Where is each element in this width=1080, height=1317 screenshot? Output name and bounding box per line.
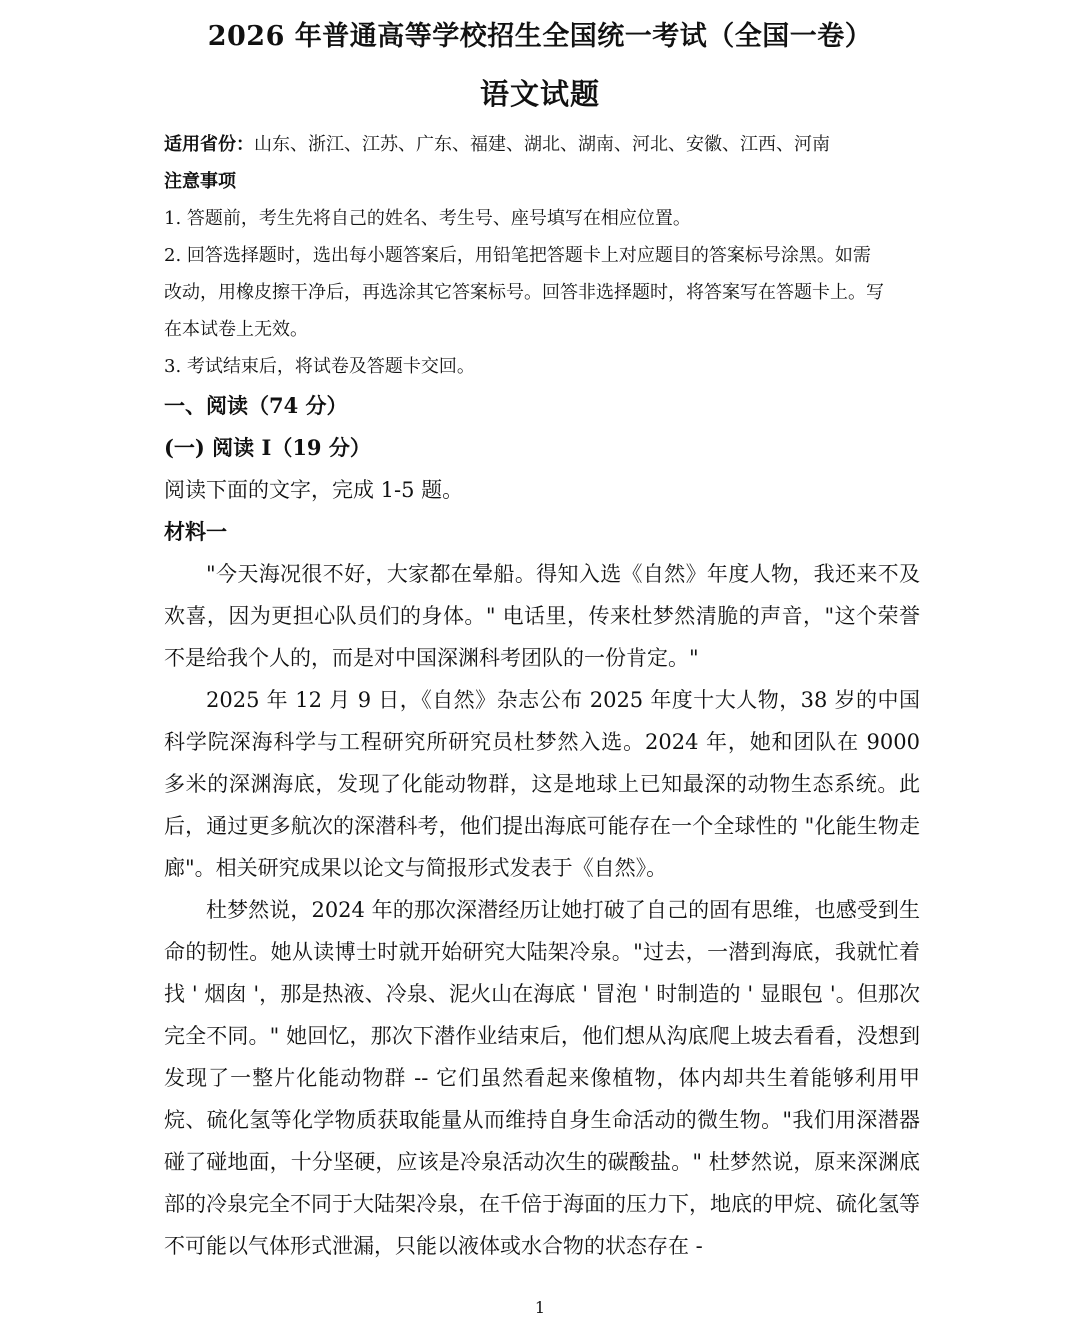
provinces-label: 适用省份： bbox=[164, 134, 254, 155]
reading-instruction: 阅读下面的文字，完成 1-5 题。 bbox=[164, 478, 464, 502]
article-paragraph-1: "今天海况很不好，大家都在晕船。得知入选《自然》年度人物，我还来不及欢喜，因为更担心队员们的身体。" 电话里，传来杜梦然清脆的声音，"这个荣誉不是给我个人的，而是对中国深渊科考团队的一份肯定。" bbox=[164, 562, 920, 670]
provinces-line bbox=[164, 126, 920, 163]
notes-item-3: 3. 考试结束后，将试卷及答题卡交回。 bbox=[164, 356, 475, 377]
provinces-value: 山东、浙江、江苏、广东、福建、湖北、湖南、河北、安徽、江西、河南 bbox=[254, 134, 830, 155]
section-heading-reading: 一、阅读（74 分） bbox=[164, 393, 348, 418]
exam-subtitle: 语文试题 bbox=[479, 77, 600, 111]
notes-item-2-line-2: 改动，用橡皮擦干净后，再选涂其它答案标号。回答非选择题时，将答案写在答题卡上。写 bbox=[164, 282, 884, 303]
subsection-heading-reading-1: (一) 阅读 I（19 分） bbox=[164, 435, 371, 460]
material-heading: 材料一 bbox=[164, 519, 227, 544]
notes-heading: 注意事项 bbox=[164, 171, 236, 192]
article-paragraph-3: 杜梦然说，2024 年的那次深潜经历让她打破了自己的固有思维，也感受到生命的韧性。她从读博士时就开始研究大陆架冷泉。"过去，一潜到海底，我就忙着找 ' 烟囱 '，那是热液、冷泉、泥火山在海底 ' 冒泡 ' 时制造的 ' 显眼包 '。但那次完全不同。" 她回忆，那次下潜作业结束后，他们想从沟底爬上坡去看看，没想到发现了一整片化能动物群 -- 它们虽然看起来像植物，体内却共生着能够利用甲烷、硫化氢等化学物质获取能量从而维持自身生命活动的微生物。"我们用深潜器碰了碰地面，十分坚硬，应该是冷泉活动次生的碳酸盐。" 杜梦然说，原来深渊底部的冷泉完全不同于大陆架冷泉，在千倍于海面的压力下，地底的甲烷、硫化氢等不可能以气体形式泄漏，只能以液体或水合物的状态存在 - bbox=[164, 898, 920, 1258]
page-number: 1 bbox=[534, 1298, 546, 1317]
notes-item-2-line-3: 在本试卷上无效。 bbox=[164, 319, 308, 340]
notes-item-2-line-1: 2. 回答选择题时，选出每小题答案后，用铅笔把答题卡上对应题目的答案标号涂黑。如需 bbox=[164, 245, 871, 266]
article-paragraph-2: 2025 年 12 月 9 日，《自然》杂志公布 2025 年度十大人物，38 岁的中国科学院深海科学与工程研究所研究员杜梦然入选。2024 年，她和团队在 9000 多米的深渊海底，发现了化能动物群，这是地球上已知最深的动物生态系统。此后，通过更多航次的深潜科考，他们提出海底可能存在一个全球性的 "化能生物走廊"。相关研究成果以论文与简报形式发表于《自然》。 bbox=[164, 688, 920, 880]
notes-item-1: 1. 答题前，考生先将自己的姓名、考生号、座号填写在相应位置。 bbox=[164, 208, 691, 229]
exam-title: 2026 年普通高等学校招生全国统一考试（全国一卷） bbox=[207, 21, 873, 52]
exam-body bbox=[164, 126, 920, 1267]
